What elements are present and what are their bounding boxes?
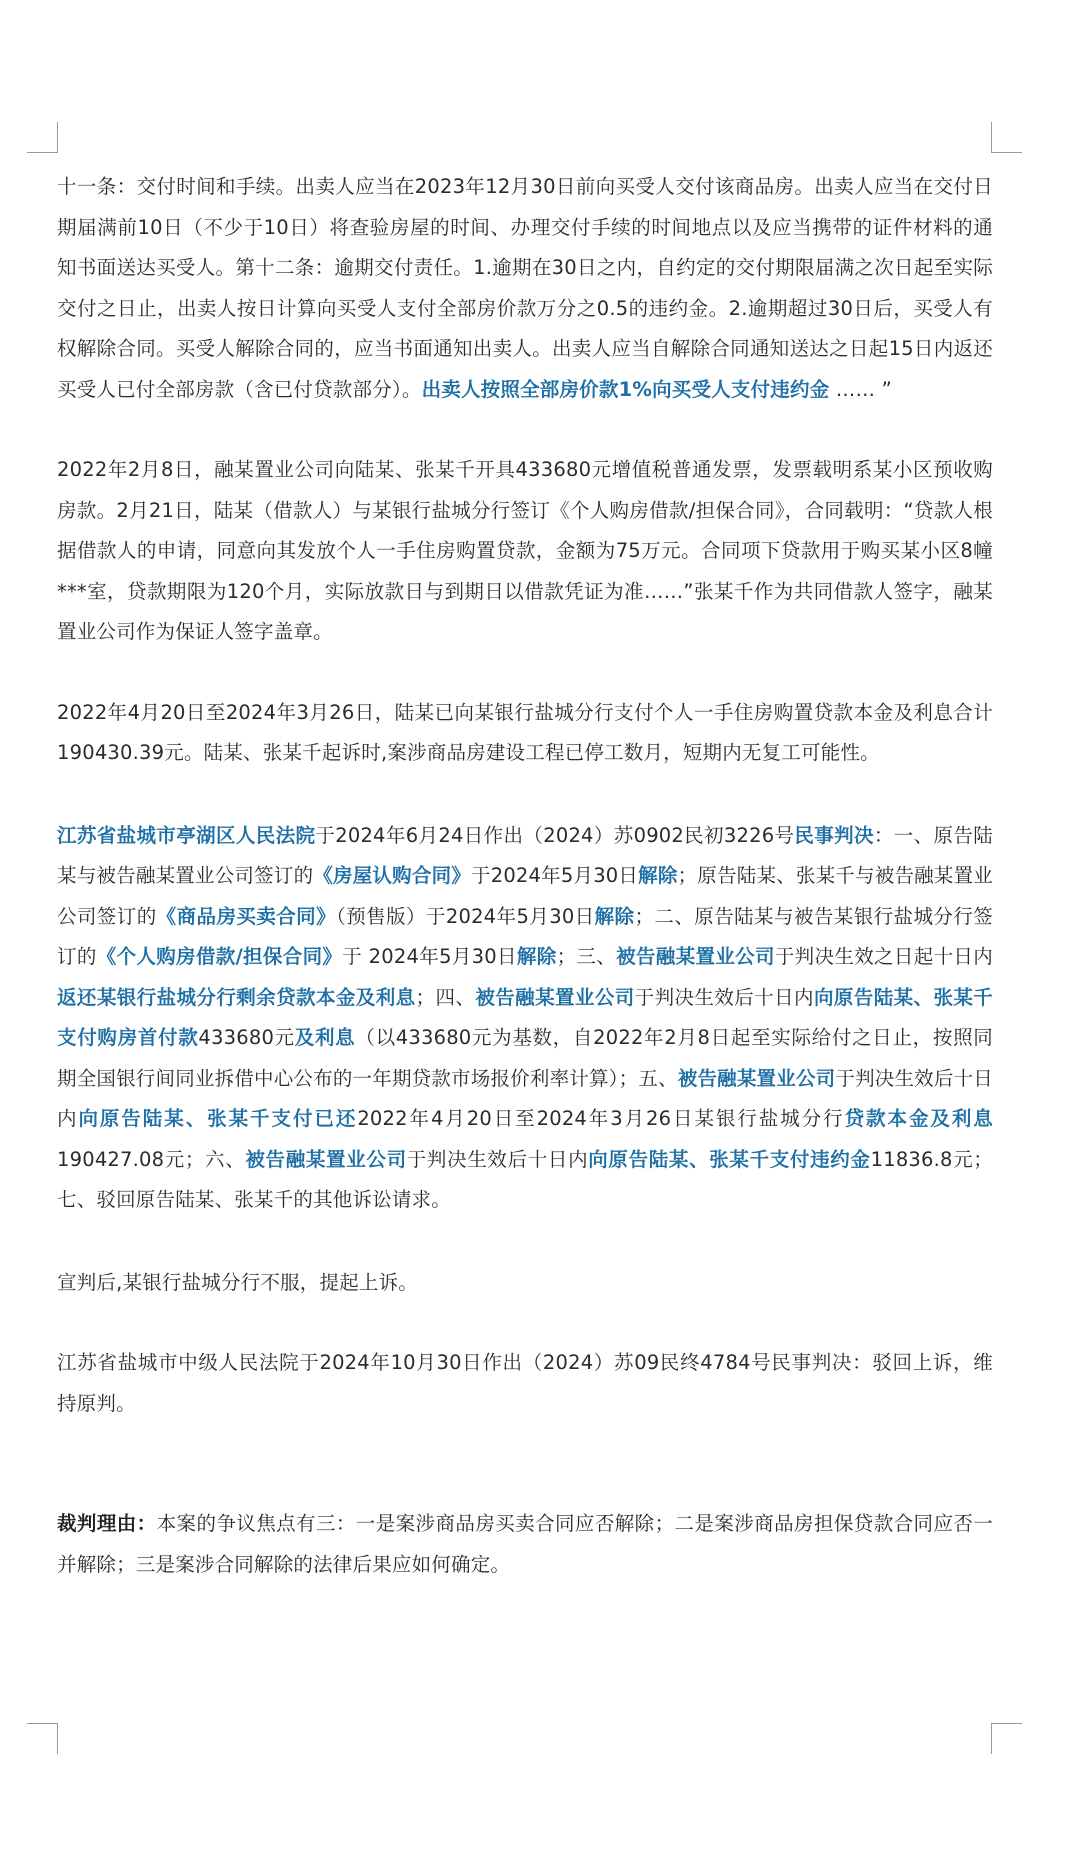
body-text: （预售版）于2024年5月30日 (336, 904, 595, 928)
body-text: 11836.8元；七、驳回原告陆某、张某千的其他诉讼请求。 (57, 1147, 993, 1211)
body-text: ；三、 (556, 945, 617, 968)
paragraph-appeal (57, 1263, 993, 1304)
paragraph-first-instance (57, 816, 993, 1221)
body-text: ；二、原告陆某与被告某银行盐城分行签订的 (57, 904, 993, 968)
highlighted-text: 江苏省盐城市亭湖区人民法院 (57, 823, 316, 847)
body-text: 190427.08元；六、 (57, 1147, 246, 1171)
body-text: ：一、原告陆某与被告融某置业公司签订的 (57, 823, 993, 887)
highlighted-text: 向原告陆某、张某千支付购房首付款 (57, 985, 994, 1049)
highlighted-text: 被告融某置业公司 (677, 1066, 836, 1090)
highlighted-text: 被告融某置业公司 (475, 985, 635, 1009)
page-corner-mark-bottom-left (27, 1723, 58, 1754)
body-text: 本案的争议焦点有三：一是案涉商品房买卖合同应否解除；二是案涉商品房担保贷款合同应否一并解除；三是案涉合同解除的法律后果应如何确定。 (57, 1512, 993, 1576)
highlighted-text: 民事判决 (794, 823, 874, 847)
body-text: ；原告陆某、张某千与被告融某置业公司签订的 (57, 864, 994, 928)
body-text: 于 2024年5月30日 (342, 945, 517, 968)
page-corner-mark-top-right (991, 122, 1022, 153)
highlighted-text: 贷款本金及利息 (844, 1107, 994, 1130)
body-text: 十一条：交付时间和手续。出卖人应当在2023年12月30日前向买受人交付该商品房。出卖人应当在交付日期届满前10日（不少于10日）将查验房屋的时间、办理交付手续的时间地点以及应当携带的证件材料的通知书面送达买受人。第十二条：逾期交付责任。1.逾期在30日之内，自约定的交付期限届满之次日起至实际交付之日止，出卖人按日计算向买受人支付全部房价款万分之0.5的违约金。2.逾期超过30日后，买受人有权解除合同。买受人解除合同的，应当书面通知出卖人。出卖人应当自解除合同通知送达之日起15日内返还买受人已付全部房款（含已付贷款部分）。 (57, 175, 993, 401)
body-text: 宣判后,某银行盐城分行不服，提起上诉。 (57, 1270, 418, 1294)
body-text: 江苏省盐城市中级人民法院于2024年10月30日作出（2024）苏09民终4784号民事判决：驳回上诉，维持原判。 (57, 1351, 993, 1415)
body-text: 2022年4月20日至2024年3月26日，陆某已向某银行盐城分行支付个人一手住房购置贷款本金及利息合计190430.39元。陆某、张某千起诉时,案涉商品房建设工程已停工数月，短期内无复工可能性。 (57, 700, 993, 764)
body-text: 于判决生效后十日内 (634, 985, 814, 1009)
highlighted-text: 被告融某置业公司 (245, 1147, 407, 1171)
paragraph-loan-contract (57, 450, 993, 653)
paragraph-repayment (57, 693, 993, 774)
body-text: …… ” (829, 377, 892, 401)
paragraph-second-instance (57, 1343, 993, 1424)
body-text: （以433680元为基数，自2022年2月8日起至实际给付之日止，按照同期全国银行间同业拆借中心公布的一年期贷款市场报价利率计算）；五、 (57, 1026, 993, 1090)
body-text: 433680元 (198, 1026, 295, 1049)
highlighted-text: 解除 (516, 945, 557, 968)
page-corner-mark-top-left (27, 122, 58, 153)
bold-label: 裁判理由： (57, 1512, 157, 1535)
highlighted-text: 向原告陆某、张某千支付违约金 (588, 1147, 871, 1171)
highlighted-text: 《商品房买卖合同》 (156, 904, 337, 928)
highlighted-text: 及利息 (294, 1026, 356, 1049)
body-text: 于2024年6月24日作出（2024）苏0902民初3226号 (315, 823, 795, 847)
highlighted-text: 返还某银行盐城分行剩余贷款本金及利息 (57, 985, 416, 1009)
highlighted-text: 《个人购房借款/担保合同》 (96, 945, 343, 968)
document-body (57, 167, 993, 1585)
paragraph-reasoning (57, 1504, 993, 1585)
highlighted-text: 解除 (594, 904, 635, 928)
highlighted-text: 《房屋认购合同》 (313, 864, 471, 887)
body-text: 于判决生效之日起十日内 (774, 945, 993, 968)
body-text: 于判决生效后十日内 (406, 1147, 589, 1171)
highlighted-text: 被告融某置业公司 (616, 945, 775, 968)
body-text: 于2024年5月30日 (471, 864, 639, 887)
highlighted-text: 出卖人按照全部房价款1%向买受人支付违约金 (421, 377, 830, 401)
highlighted-text: 解除 (638, 864, 678, 887)
body-text: ；四、 (415, 985, 476, 1009)
highlighted-text: 向原告陆某、张某千支付已还 (78, 1107, 358, 1130)
body-text: 2022年4月20日至2024年3月26日某银行盐城分行 (357, 1107, 845, 1130)
page-corner-mark-bottom-right (991, 1723, 1022, 1754)
paragraph-contract-terms (57, 167, 993, 410)
body-text: 于判决生效后十日内 (57, 1066, 993, 1130)
body-text: 2022年2月8日，融某置业公司向陆某、张某千开具433680元增值税普通发票，发票载明系某小区预收购房款。2月21日，陆某（借款人）与某银行盐城分行签订《个人购房借款/担保合同》，合同载明：“贷款人根据借款人的申请，同意向其发放个人一手住房购置贷款，金额为75万元。合同项下贷款用于购买某小区8幢***室，贷款期限为120个月，实际放款日与到期日以借款凭证为准……”张某千作为共同借款人签字，融某置业公司作为保证人签字盖章。 (57, 458, 993, 643)
